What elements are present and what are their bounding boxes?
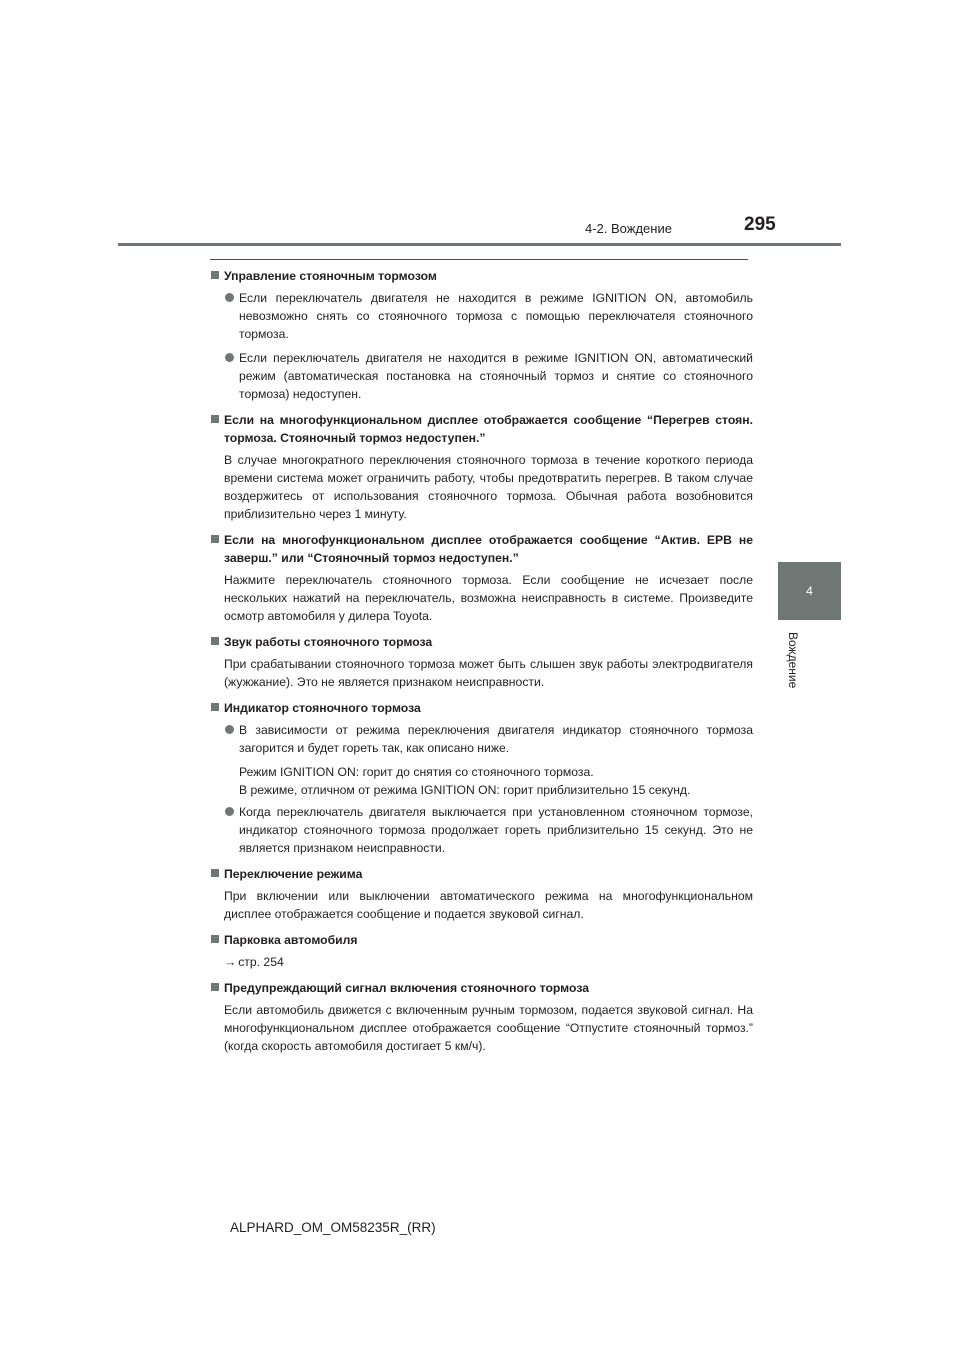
square-bullet-icon	[211, 983, 219, 991]
square-bullet-icon	[211, 935, 219, 943]
section-heading: Индикатор стояночного тормоза	[210, 699, 753, 717]
section-warning-signal	[210, 979, 753, 1055]
square-bullet-icon	[211, 535, 219, 543]
section-text: В случае многократного переключения стояночного тормоза в течение короткого периода времени система может ограничить работу, чтобы предотвратить перегрев. В таком случае воздержитесь от использования стояночного тормоза. Обычная работа возобновится приблизительно через 1 минуту.	[224, 453, 753, 521]
content-divider	[210, 259, 748, 260]
page-content	[210, 267, 753, 1063]
chapter-tab[interactable]	[778, 562, 841, 620]
section-heading: Если на многофункциональном дисплее отображается сообщение “Актив. EPB не заверш.” или “Стояночный тормоз недоступен.”	[210, 531, 753, 567]
section-heading: Переключение режима	[210, 865, 753, 883]
page-reference-link[interactable]: стр. 254	[238, 955, 284, 969]
bullet-item: Если переключатель двигателя не находится в режиме IGNITION ON, автомобиль невозможно снять со стояночного тормоза с помощью переключателя стояночного тормоза.	[210, 289, 753, 343]
square-bullet-icon	[211, 415, 219, 423]
section-heading: Если на многофункциональном дисплее отображается сообщение “Перегрев стоян. тормоза. Стояночный тормоз недоступен.”	[210, 411, 753, 447]
header-divider	[118, 243, 841, 246]
section-overheat-message	[210, 411, 753, 523]
page-number: 295	[744, 214, 776, 235]
arrow-right-icon: →	[224, 955, 237, 969]
page-reference[interactable]	[210, 953, 753, 971]
square-bullet-icon	[211, 869, 219, 877]
square-bullet-icon	[211, 703, 219, 711]
section-heading: Предупреждающий сигнал включения стояночного тормоза	[210, 979, 753, 997]
circle-bullet-icon	[225, 353, 234, 362]
square-bullet-icon	[211, 637, 219, 645]
chapter-number: 4	[806, 584, 813, 598]
section-heading: Звук работы стояночного тормоза	[210, 633, 753, 651]
bullet-item: В зависимости от режима переключения двигателя индикатор стояночного тормоза загорится и будет гореть так, как описано ниже.	[210, 721, 753, 757]
section-epb-message	[210, 531, 753, 625]
circle-bullet-icon	[225, 293, 234, 302]
section-parking-brake-control	[210, 267, 753, 403]
indicator-modes	[210, 763, 753, 799]
section-brake-sound	[210, 633, 753, 691]
section-title: 4-2. Вождение	[585, 221, 672, 236]
mode-line: В режиме, отличном от режима IGNITION ON: горит приблизительно 15 секунд.	[239, 783, 691, 797]
section-text: При срабатывании стояночного тормоза может быть слышен звук работы электродвигателя (жужжание). Это не является признаком неисправности.	[224, 657, 753, 689]
square-bullet-icon	[211, 271, 219, 279]
section-text: Если автомобиль движется с включенным ручным тормозом, подается звуковой сигнал. На многофункциональном дисплее отображается сообщение “Отпустите стояночный тормоз.” (когда скорость автомобиля достигает 5 км/ч).	[224, 1003, 753, 1053]
circle-bullet-icon	[225, 807, 234, 816]
section-heading: Управление стояночным тормозом	[210, 267, 753, 285]
section-mode-switch	[210, 865, 753, 923]
bullet-item: Когда переключатель двигателя выключается при установленном стояночном тормозе, индикатор стояночного тормоза продолжает гореть приблизительно 15 секунд. Это не является признаком неисправности.	[210, 803, 753, 857]
section-parking	[210, 931, 753, 971]
bullet-item: Если переключатель двигателя не находится в режиме IGNITION ON, автоматический режим (автоматическая постановка на стояночный тормоз и снятие со стояночного тормоза) недоступен.	[210, 349, 753, 403]
chapter-label: Вождение	[786, 632, 800, 689]
section-text: При включении или выключении автоматического режима на многофункциональном дисплее отображается сообщение и подается звуковой сигнал.	[224, 889, 753, 921]
section-text: Нажмите переключатель стояночного тормоза. Если сообщение не исчезает после нескольких нажатий на переключатель, возможна неисправность в системе. Произведите осмотр автомобиля у дилера Toyota.	[224, 573, 753, 623]
circle-bullet-icon	[225, 725, 234, 734]
section-brake-indicator	[210, 699, 753, 857]
document-code: ALPHARD_OM_OM58235R_(RR)	[230, 1220, 436, 1235]
section-heading: Парковка автомобиля	[210, 931, 753, 949]
mode-line: Режим IGNITION ON: горит до снятия со стояночного тормоза.	[239, 765, 594, 779]
